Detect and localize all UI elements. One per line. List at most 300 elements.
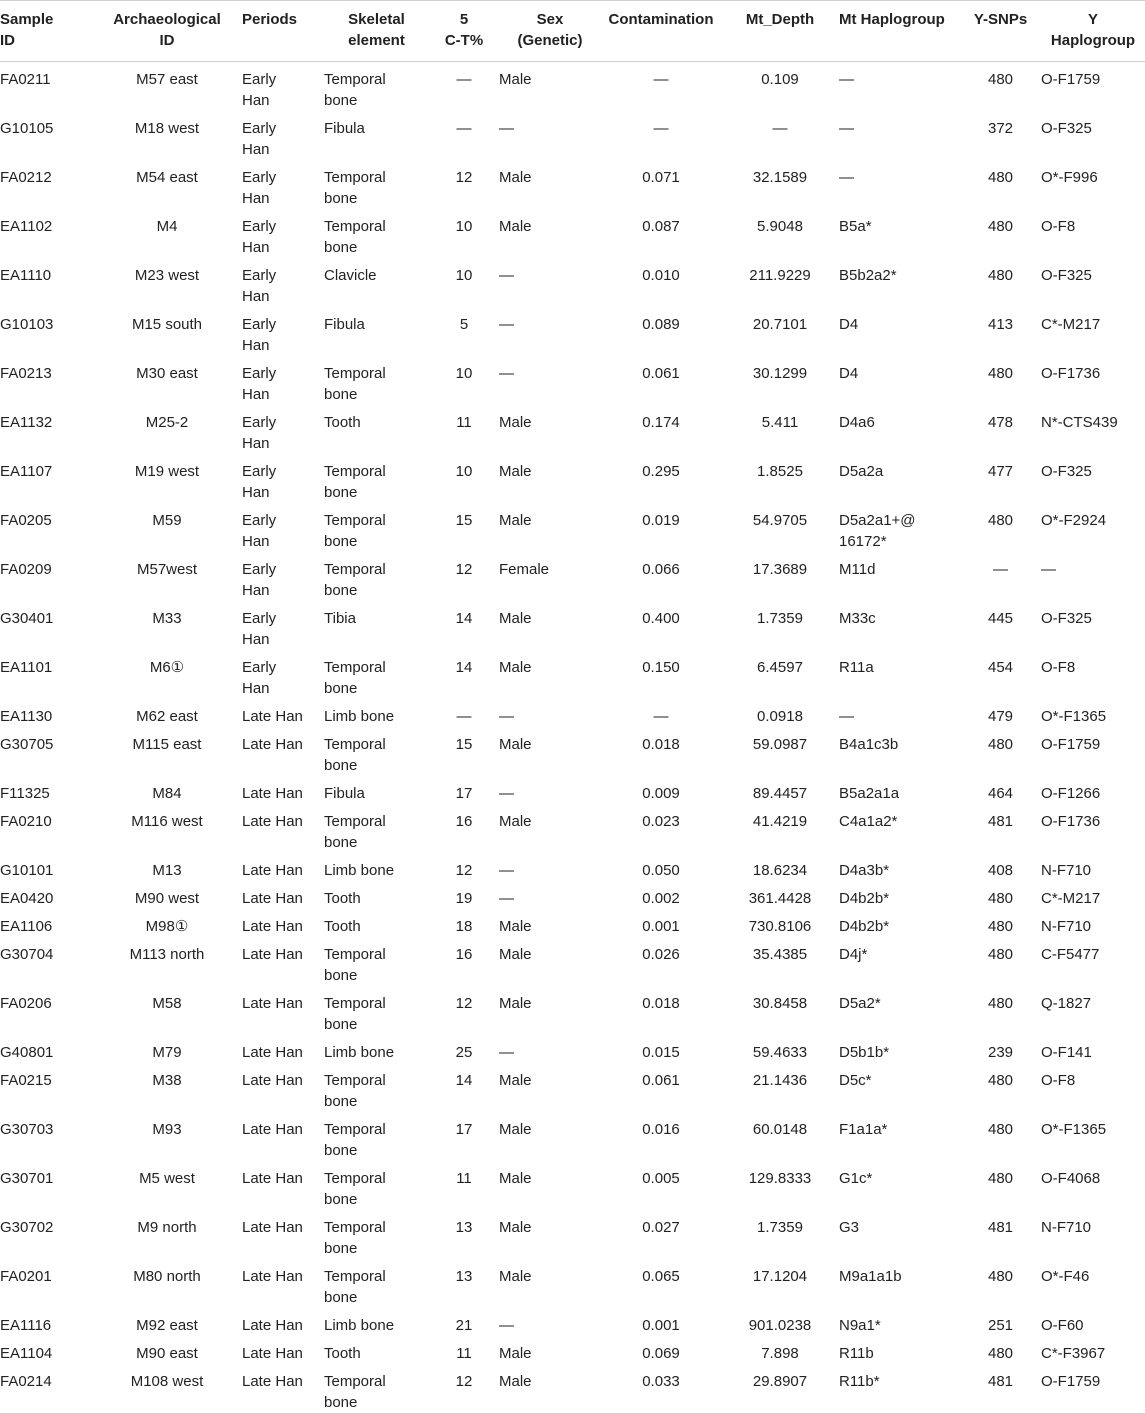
cell-text-line: G10101 xyxy=(0,862,54,879)
cell-text-line: M5 west xyxy=(139,1170,195,1187)
y-snps-cell xyxy=(960,1308,1041,1336)
y-haplogroup-cell xyxy=(1041,258,1145,307)
y-haplogroup-cell xyxy=(1041,650,1145,699)
period-cell xyxy=(242,1063,324,1112)
cell-text-line: G10105 xyxy=(0,120,54,137)
mt-depth-cell xyxy=(721,1112,839,1161)
cell-text-line: 0.005 xyxy=(642,1170,680,1187)
ct-percent-cell xyxy=(429,1035,499,1063)
sex-cell xyxy=(499,1210,601,1259)
cell-text-line: M90 east xyxy=(136,1345,198,1362)
cell-text-line: M6① xyxy=(149,659,185,676)
cell-text-line: Male xyxy=(499,71,532,88)
table-row xyxy=(0,853,1145,881)
period-cell xyxy=(242,1210,324,1259)
cell-text-line: Sample xyxy=(0,11,54,28)
y-haplogroup-cell xyxy=(1041,1336,1145,1364)
cell-text-line: 60.0148 xyxy=(752,1121,808,1138)
column-header-y-snps xyxy=(960,1,1041,62)
ct-percent-cell xyxy=(429,650,499,699)
mt-haplogroup-cell xyxy=(839,804,960,853)
contamination-cell xyxy=(601,356,721,405)
period-cell xyxy=(242,881,324,909)
cell-text-line: 0.150 xyxy=(642,659,680,676)
cell-text-line: — xyxy=(499,1044,514,1061)
period-cell xyxy=(242,209,324,258)
archaeological-id-cell xyxy=(92,356,242,405)
cell-text-line: Tooth xyxy=(324,1345,361,1362)
mt-haplogroup-cell xyxy=(839,552,960,601)
skeletal-element-cell xyxy=(324,1035,429,1063)
cell-text-line: 30.8458 xyxy=(752,995,808,1012)
mt-haplogroup-cell xyxy=(839,503,960,552)
cell-text-line: Male xyxy=(499,414,532,431)
cell-text-line: M18 west xyxy=(134,120,200,137)
cell-text-line: Late Han xyxy=(242,1317,303,1334)
cell-text-line: O-F1736 xyxy=(1041,365,1101,382)
mt-depth-cell xyxy=(721,650,839,699)
mt-depth-cell xyxy=(721,258,839,307)
period-cell xyxy=(242,1364,324,1414)
mt-depth-cell xyxy=(721,454,839,503)
mt-depth-cell xyxy=(721,727,839,776)
sex-cell xyxy=(499,1112,601,1161)
cell-text-line: O-F325 xyxy=(1041,120,1092,137)
cell-text-line: EA1106 xyxy=(0,918,53,935)
y-haplogroup-cell xyxy=(1041,552,1145,601)
cell-text-line: — xyxy=(839,120,854,137)
cell-text-line: Mt Haplogroup xyxy=(839,11,945,28)
sex-cell xyxy=(499,1364,601,1414)
cell-text-line: bone xyxy=(324,1142,358,1159)
cell-text-line: bone xyxy=(324,1191,358,1208)
mt-depth-cell xyxy=(721,62,839,112)
contamination-cell xyxy=(601,650,721,699)
period-cell xyxy=(242,307,324,356)
mt-haplogroup-cell xyxy=(839,209,960,258)
cell-text-line: M13 xyxy=(152,862,182,879)
cell-text-line: F11325 xyxy=(0,785,50,802)
skeletal-element-cell xyxy=(324,804,429,853)
column-header-skeletal-element xyxy=(324,1,429,62)
contamination-cell xyxy=(601,1112,721,1161)
cell-text-line: 1.7359 xyxy=(757,1219,803,1236)
y-snps-cell xyxy=(960,986,1041,1035)
cell-text-line: Han xyxy=(242,239,270,256)
cell-text-line: M90 west xyxy=(134,890,200,907)
cell-text-line: Han xyxy=(242,141,270,158)
cell-text-line: 20.7101 xyxy=(752,316,808,333)
cell-text-line: O-F4068 xyxy=(1041,1170,1101,1187)
cell-text-line: Han xyxy=(242,386,270,403)
sex-cell xyxy=(499,1336,601,1364)
archaeological-id-cell xyxy=(92,1259,242,1308)
y-snps-cell xyxy=(960,356,1041,405)
cell-text-line: Han xyxy=(242,680,270,697)
ct-percent-cell xyxy=(429,258,499,307)
ct-percent-cell xyxy=(429,986,499,1035)
cell-text-line: Late Han xyxy=(242,1345,303,1362)
y-haplogroup-cell xyxy=(1041,160,1145,209)
skeletal-element-cell xyxy=(324,909,429,937)
cell-text-line: Male xyxy=(499,218,532,235)
cell-text-line: Han xyxy=(242,582,270,599)
y-snps-cell xyxy=(960,699,1041,727)
sex-cell xyxy=(499,1308,601,1336)
cell-text-line: Han xyxy=(242,435,270,452)
table-row xyxy=(0,1308,1145,1336)
mt-haplogroup-cell xyxy=(839,1112,960,1161)
cell-text-line: 413 xyxy=(987,316,1014,333)
contamination-cell xyxy=(601,601,721,650)
mt-depth-cell xyxy=(721,1035,839,1063)
cell-text-line: FA0209 xyxy=(0,561,52,578)
cell-text-line: 408 xyxy=(987,862,1014,879)
cell-text-line: Temporal xyxy=(324,736,386,753)
cell-text-line: 16172* xyxy=(839,533,887,550)
cell-text-line: M116 west xyxy=(131,813,203,830)
archaeological-id-cell xyxy=(92,937,242,986)
period-cell xyxy=(242,909,324,937)
cell-text-line: Haplogroup xyxy=(1050,32,1136,49)
mt-depth-cell xyxy=(721,111,839,160)
cell-text-line: Female xyxy=(499,561,550,578)
cell-text-line: C-T% xyxy=(444,32,484,49)
sex-cell xyxy=(499,853,601,881)
cell-text-line: bone xyxy=(324,92,358,109)
cell-text-line: 372 xyxy=(987,120,1014,137)
skeletal-element-cell xyxy=(324,209,429,258)
cell-text-line: FA0212 xyxy=(0,169,52,186)
cell-text-line: Han xyxy=(242,337,270,354)
cell-text-line: M80 north xyxy=(133,1268,201,1285)
cell-text-line: O*-F1365 xyxy=(1041,1121,1107,1138)
cell-text-line: — xyxy=(499,890,514,907)
y-snps-cell xyxy=(960,209,1041,258)
skeletal-element-cell xyxy=(324,160,429,209)
cell-text-line: EA1110 xyxy=(0,267,52,284)
y-haplogroup-cell xyxy=(1041,454,1145,503)
table-row xyxy=(0,937,1145,986)
cell-text-line: ID xyxy=(159,32,175,49)
cell-text-line: O-F60 xyxy=(1041,1317,1084,1334)
period-cell xyxy=(242,1308,324,1336)
cell-text-line: Temporal xyxy=(324,561,386,578)
ct-percent-cell xyxy=(429,1259,499,1308)
cell-text-line: M9a1a1b xyxy=(839,1268,902,1285)
cell-text-line: Temporal xyxy=(324,659,386,676)
mt-haplogroup-cell xyxy=(839,307,960,356)
archaeological-id-cell xyxy=(92,111,242,160)
ct-percent-cell xyxy=(429,307,499,356)
cell-text-line: FA0215 xyxy=(0,1072,52,1089)
cell-text-line: FA0210 xyxy=(0,813,52,830)
cell-text-line: Male xyxy=(499,1072,532,1089)
cell-text-line: Temporal xyxy=(324,1373,386,1390)
y-haplogroup-cell xyxy=(1041,1364,1145,1414)
cell-text-line: Late Han xyxy=(242,946,303,963)
archaeological-id-cell xyxy=(92,986,242,1035)
cell-text-line: 0.109 xyxy=(761,71,799,88)
table-header xyxy=(0,1,1145,62)
mt-depth-cell xyxy=(721,986,839,1035)
cell-text-line: — xyxy=(653,708,669,725)
cell-text-line: 11 xyxy=(456,1345,472,1362)
cell-text-line: — xyxy=(499,365,514,382)
cell-text-line: M84 xyxy=(152,785,182,802)
mt-haplogroup-cell xyxy=(839,62,960,112)
table-row xyxy=(0,986,1145,1035)
cell-text-line: O-F141 xyxy=(1041,1044,1092,1061)
cell-text-line: 481 xyxy=(987,813,1014,830)
mt-depth-cell xyxy=(721,601,839,650)
cell-text-line: D5a2a xyxy=(839,463,884,480)
y-haplogroup-cell xyxy=(1041,986,1145,1035)
cell-text-line: Tooth xyxy=(324,414,361,431)
cell-text-line: bone xyxy=(324,834,358,851)
cell-text-line: bone xyxy=(324,757,358,774)
mt-depth-cell xyxy=(721,776,839,804)
cell-text-line: 1.7359 xyxy=(757,610,803,627)
cell-text-line: O-F8 xyxy=(1041,218,1076,235)
cell-text-line: 18 xyxy=(455,918,473,935)
sample-id-cell xyxy=(0,307,92,356)
cell-text-line: 129.8333 xyxy=(748,1170,812,1187)
ct-percent-cell xyxy=(429,160,499,209)
mt-haplogroup-cell xyxy=(839,1035,960,1063)
cell-text-line: D5a2a1+@ xyxy=(839,512,916,529)
cell-text-line: 10 xyxy=(455,463,473,480)
cell-text-line: Late Han xyxy=(242,862,303,879)
mt-depth-cell xyxy=(721,853,839,881)
cell-text-line: Han xyxy=(242,484,270,501)
period-cell xyxy=(242,1259,324,1308)
archaeological-id-cell xyxy=(92,454,242,503)
cell-text-line: Early xyxy=(242,218,277,235)
cell-text-line: 59.0987 xyxy=(752,736,808,753)
cell-text-line: — xyxy=(772,120,788,137)
cell-text-line: 0.0918 xyxy=(757,708,803,725)
table-row xyxy=(0,454,1145,503)
cell-text-line: EA0420 xyxy=(0,890,54,907)
cell-text-line: Early xyxy=(242,610,277,627)
cell-text-line: Temporal xyxy=(324,995,386,1012)
cell-text-line: G3 xyxy=(839,1219,860,1236)
table-row xyxy=(0,1112,1145,1161)
cell-text-line: bone xyxy=(324,1289,358,1306)
mt-haplogroup-cell xyxy=(839,909,960,937)
cell-text-line: Late Han xyxy=(242,918,303,935)
cell-text-line: M38 xyxy=(152,1072,182,1089)
cell-text-line: Male xyxy=(499,995,532,1012)
cell-text-line: 7.898 xyxy=(761,1345,799,1362)
cell-text-line: 0.016 xyxy=(642,1121,680,1138)
cell-text-line: EA1116 xyxy=(0,1317,52,1334)
period-cell xyxy=(242,727,324,776)
mt-depth-cell xyxy=(721,405,839,454)
cell-text-line: 11 xyxy=(456,1170,472,1187)
cell-text-line: D4 xyxy=(839,365,859,382)
period-cell xyxy=(242,650,324,699)
skeletal-element-cell xyxy=(324,356,429,405)
cell-text-line: Early xyxy=(242,365,277,382)
cell-text-line: 5 xyxy=(459,316,469,333)
mt-haplogroup-cell xyxy=(839,986,960,1035)
cell-text-line: EA1107 xyxy=(0,463,53,480)
cell-text-line: 0.066 xyxy=(642,561,680,578)
cell-text-line: Late Han xyxy=(242,995,303,1012)
mt-haplogroup-cell xyxy=(839,356,960,405)
ct-percent-cell xyxy=(429,1112,499,1161)
table-row xyxy=(0,699,1145,727)
cell-text-line: M79 xyxy=(152,1044,182,1061)
cell-text-line: D4b2b* xyxy=(839,890,890,907)
cell-text-line: 5 xyxy=(459,11,469,28)
archaeological-id-cell xyxy=(92,853,242,881)
cell-text-line: 30.1299 xyxy=(752,365,808,382)
cell-text-line: Limb bone xyxy=(324,1044,395,1061)
cell-text-line: G30704 xyxy=(0,946,54,963)
skeletal-element-cell xyxy=(324,552,429,601)
contamination-cell xyxy=(601,1364,721,1414)
table-row xyxy=(0,909,1145,937)
cell-text-line: element xyxy=(348,32,405,49)
cell-text-line: Temporal xyxy=(324,463,386,480)
archaeological-id-cell xyxy=(92,552,242,601)
sample-id-cell xyxy=(0,1364,92,1414)
cell-text-line: G1c* xyxy=(839,1170,873,1187)
cell-text-line: G30401 xyxy=(0,610,54,627)
cell-text-line: M59 xyxy=(152,512,182,529)
cell-text-line: FA0211 xyxy=(0,71,51,88)
cell-text-line: — xyxy=(499,708,514,725)
cell-text-line: 0.061 xyxy=(642,1072,680,1089)
cell-text-line: Tooth xyxy=(324,918,361,935)
y-snps-cell xyxy=(960,160,1041,209)
sample-id-cell xyxy=(0,405,92,454)
y-haplogroup-cell xyxy=(1041,1161,1145,1210)
mt-haplogroup-cell xyxy=(839,727,960,776)
cell-text-line: 0.295 xyxy=(642,463,680,480)
cell-text-line: Early xyxy=(242,316,277,333)
cell-text-line: Temporal xyxy=(324,169,386,186)
ct-percent-cell xyxy=(429,601,499,650)
column-header-sample-id xyxy=(0,1,92,62)
cell-text-line: 0.174 xyxy=(642,414,680,431)
column-header-contamination xyxy=(601,1,721,62)
cell-text-line: EA1104 xyxy=(0,1345,53,1362)
cell-text-line: C*-M217 xyxy=(1041,890,1101,907)
skeletal-element-cell xyxy=(324,650,429,699)
cell-text-line: M33c xyxy=(839,610,876,627)
cell-text-line: 25 xyxy=(455,1044,473,1061)
mt-haplogroup-cell xyxy=(839,881,960,909)
cell-text-line: 12 xyxy=(455,561,473,578)
cell-text-line: 11 xyxy=(456,414,472,431)
cell-text-line: 0.015 xyxy=(642,1044,680,1061)
skeletal-element-cell xyxy=(324,986,429,1035)
sample-id-cell xyxy=(0,1259,92,1308)
cell-text-line: 10 xyxy=(455,267,473,284)
cell-text-line: Temporal xyxy=(324,218,386,235)
ct-percent-cell xyxy=(429,503,499,552)
period-cell xyxy=(242,356,324,405)
cell-text-line: 480 xyxy=(987,267,1014,284)
cell-text-line: Temporal xyxy=(324,71,386,88)
cell-text-line: 211.9229 xyxy=(749,267,811,284)
sample-id-cell xyxy=(0,111,92,160)
cell-text-line: — xyxy=(839,71,854,88)
cell-text-line: O-F8 xyxy=(1041,1072,1076,1089)
y-haplogroup-cell xyxy=(1041,111,1145,160)
cell-text-line: D5c* xyxy=(839,1072,872,1089)
cell-text-line: 12 xyxy=(455,1373,473,1390)
cell-text-line: 29.8907 xyxy=(752,1373,808,1390)
sample-id-cell xyxy=(0,881,92,909)
cell-text-line: — xyxy=(499,267,514,284)
period-cell xyxy=(242,699,324,727)
ct-percent-cell xyxy=(429,1336,499,1364)
cell-text-line: Male xyxy=(499,1121,532,1138)
cell-text-line: Fibula xyxy=(324,316,365,333)
cell-text-line: — xyxy=(499,316,514,333)
cell-text-line: 480 xyxy=(987,1345,1014,1362)
ct-percent-cell xyxy=(429,1161,499,1210)
cell-text-line: 445 xyxy=(987,610,1014,627)
sex-cell xyxy=(499,1161,601,1210)
skeletal-element-cell xyxy=(324,1336,429,1364)
y-snps-cell xyxy=(960,804,1041,853)
period-cell xyxy=(242,552,324,601)
cell-text-line: O-F325 xyxy=(1041,610,1092,627)
y-snps-cell xyxy=(960,552,1041,601)
mt-haplogroup-cell xyxy=(839,405,960,454)
sex-cell xyxy=(499,356,601,405)
contamination-cell xyxy=(601,1161,721,1210)
contamination-cell xyxy=(601,853,721,881)
y-snps-cell xyxy=(960,1336,1041,1364)
table-row xyxy=(0,160,1145,209)
cell-text-line: FA0213 xyxy=(0,365,52,382)
cell-text-line: 0.050 xyxy=(642,862,680,879)
cell-text-line: M92 east xyxy=(136,1317,198,1334)
cell-text-line: Late Han xyxy=(242,890,303,907)
cell-text-line: O-F1736 xyxy=(1041,813,1101,830)
mt-haplogroup-cell xyxy=(839,1210,960,1259)
archaeological-id-cell xyxy=(92,1210,242,1259)
ct-percent-cell xyxy=(429,62,499,112)
mt-haplogroup-cell xyxy=(839,937,960,986)
archaeological-id-cell xyxy=(92,1063,242,1112)
y-haplogroup-cell xyxy=(1041,853,1145,881)
cell-text-line: Contamination xyxy=(608,11,714,28)
mt-depth-cell xyxy=(721,1063,839,1112)
column-header-mt-depth xyxy=(721,1,839,62)
cell-text-line: Limb bone xyxy=(324,862,395,879)
y-haplogroup-cell xyxy=(1041,881,1145,909)
cell-text-line: Fibula xyxy=(324,120,365,137)
sex-cell xyxy=(499,937,601,986)
cell-text-line: bone xyxy=(324,1093,358,1110)
cell-text-line: 5.411 xyxy=(761,414,799,431)
cell-text-line: 239 xyxy=(987,1044,1014,1061)
archaeological-id-cell xyxy=(92,699,242,727)
cell-text-line: EA1130 xyxy=(0,708,53,725)
cell-text-line: 480 xyxy=(987,169,1014,186)
y-snps-cell xyxy=(960,111,1041,160)
sex-cell xyxy=(499,776,601,804)
cell-text-line: 901.0238 xyxy=(748,1317,812,1334)
